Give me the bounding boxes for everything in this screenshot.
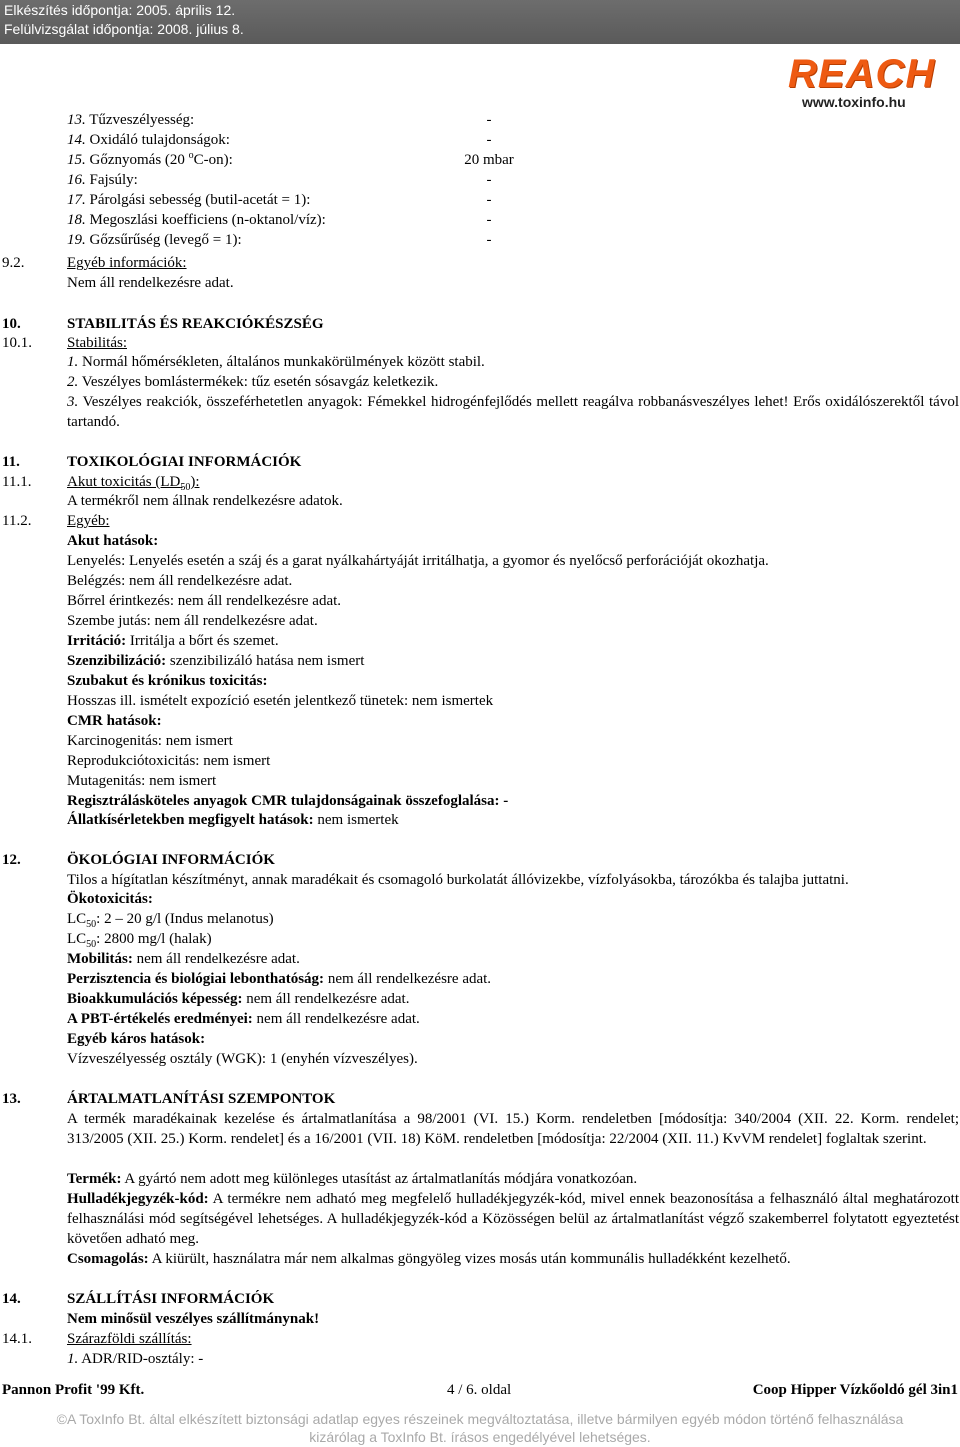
body-text: A termékről nem állnak rendelkezésre adatok. bbox=[67, 493, 343, 509]
list-item: 2. Veszélyes bomlástermékek: tűz esetén sósavgáz keletkezik. bbox=[67, 374, 439, 390]
logo-url: www.toxinfo.hu bbox=[802, 94, 906, 110]
property-row: 18. Megoszlási koefficiens (n-oktanol/víz): - bbox=[67, 212, 492, 228]
body-text: A termék maradékainak kezelése és ártalmatlanítása a 98/2001 (VI. 15.) Korm. rendeletben [módosítja: 340/2004 (XII. 22. Korm. rendelet; 313/2005 (XII. 25.) Korm. rendelet] és a 16/2001 (VII. 18) KöM. rendeletben [módosítja: 22/2004 (XII. 11.) KvVM rendelet] foglaltak szerint. bbox=[67, 1111, 959, 1147]
section-number: 14. bbox=[2, 1291, 21, 1307]
body-text: Tilos a hígítatlan készítményt, annak maradékait és csomagoló burkolatát állóvizekbe, vízfolyásokba, tározókba és talajba juttatni. bbox=[67, 872, 849, 888]
section-title: TOXIKOLÓGIAI INFORMÁCIÓK bbox=[67, 454, 302, 470]
bold-heading: CMR hatások: bbox=[67, 713, 162, 729]
body-text: $LC_{50}$: 2800 mg/l (halak) bbox=[67, 931, 212, 950]
bold-heading: Egyéb káros hatások: bbox=[67, 1031, 206, 1047]
subsection-number: 14.1. bbox=[2, 1331, 32, 1347]
body-text: Mutagenitás: nem ismert bbox=[67, 773, 217, 789]
revision-date: Felülvizsgálat időpontja: 2008. július 8. bbox=[4, 21, 244, 37]
body-text: Bioakkumulációs képesség: nem áll rendelkezésre adat. bbox=[67, 991, 410, 1007]
property-row: 15. Gőznyomás (20 $^o$C-on): 20 mbar bbox=[67, 150, 514, 168]
body-text: Perzisztencia és biológiai lebonthatóság: nem áll rendelkezésre adat. bbox=[67, 971, 492, 987]
body-text: Hosszas ill. ismételt expozíció esetén jelentkező tünetek: nem ismertek bbox=[67, 693, 494, 709]
body-text: Szembe jutás: nem áll rendelkezésre adat. bbox=[67, 613, 318, 629]
body-text: Belégzés: nem áll rendelkezésre adat. bbox=[67, 573, 293, 589]
section-number: 9.2. bbox=[2, 255, 25, 271]
body-text: Szenzibilizáció: szenzibilizáló hatása nem ismert bbox=[67, 653, 365, 669]
property-row: 14. Oxidáló tulajdonságok: - bbox=[67, 132, 492, 148]
property-row: 13. Tűzveszélyesség: - bbox=[67, 112, 492, 128]
bold-heading: Nem minősül veszélyes szállítmánynak! bbox=[67, 1311, 320, 1327]
property-row: 16. Fajsúly: - bbox=[67, 172, 492, 188]
section-title: SZÁLLÍTÁSI INFORMÁCIÓK bbox=[67, 1291, 275, 1307]
subsection-title: Egyéb: bbox=[67, 513, 110, 529]
body-text: Lenyelés: Lenyelés esetén a száj és a garat nyálkahártyáját irritálhatja, a gyomor és nyelőcső perforációját okozhatja. bbox=[67, 553, 769, 569]
page-footer bbox=[0, 1380, 960, 1400]
section-number: 11. bbox=[2, 454, 20, 470]
subsection-number: 10.1. bbox=[2, 335, 32, 351]
logo-word: REACH bbox=[788, 52, 936, 96]
reach-logo bbox=[788, 54, 938, 110]
bold-heading: Szubakut és krónikus toxicitás: bbox=[67, 673, 268, 689]
body-text: Karcinogenitás: nem ismert bbox=[67, 733, 233, 749]
subsection-title: Egyéb információk: bbox=[67, 255, 187, 271]
copyright-notice: ©A ToxInfo Bt. által elkészített biztonsági adatlap egyes részeinek megváltoztatása, illetve bármilyen egyéb módon történő felhasználása kizárólag a ToxInfo Bt. írásos engedélyével lehetséges. bbox=[56, 1411, 904, 1445]
section-title: STABILITÁS ÉS REAKCIÓKÉSZSÉG bbox=[67, 316, 324, 332]
document-header-bar bbox=[0, 0, 960, 44]
body-text: Hulladékjegyzék-kód: A termékre nem adható meg megfelelő hulladékjegyzék-kód, mivel ennek beazonosítása a felhasználó által meghatározott felhasználási mód segítségével lehetséges. A hulladékjegyzék-kód a Közösségen belül az ártalmatlanítást végző szakemberrel folytatott egyeztetést követően adható meg. bbox=[67, 1191, 959, 1247]
page-number: 4 / 6. oldal bbox=[447, 1382, 512, 1398]
body-text: Csomagolás: A kiürült, használatra már nem alkalmas göngyöleg vizes mosás után kommunális hulladékként kezelhető. bbox=[67, 1251, 791, 1267]
list-item: 1. ADR/RID-osztály: - bbox=[67, 1351, 204, 1367]
subsection-title: Akut toxicitás $(LD_{50})$: bbox=[67, 474, 200, 493]
created-date: Elkészítés időpontja: 2005. április 12. bbox=[4, 2, 236, 18]
section-number: 12. bbox=[2, 852, 21, 868]
bold-heading: Regisztrálásköteles anyagok CMR tulajdonságainak összefoglalása: - bbox=[67, 793, 509, 809]
company-name: Pannon Profit '99 Kft. bbox=[2, 1382, 145, 1398]
body-text: Irritáció: Irritálja a bőrt és szemet. bbox=[67, 633, 279, 649]
body-text: $LC_{50}$: 2 – 20 g/l (Indus melanotus) bbox=[67, 911, 274, 930]
section-title: ÁRTALMATLANÍTÁSI SZEMPONTOK bbox=[67, 1091, 336, 1107]
list-item: 1. Normál hőmérsékleten, általános munkakörülmények között stabil. bbox=[67, 354, 485, 370]
body-text: Állatkísérletekben megfigyelt hatások: nem ismertek bbox=[67, 812, 399, 828]
body-text: Mobilitás: nem áll rendelkezésre adat. bbox=[67, 951, 300, 967]
body-text: Termék: A gyártó nem adott meg különleges utasítást az ártalmatlanítás módjára vonatkozóan. bbox=[67, 1171, 638, 1187]
body-text: Reprodukciótoxicitás: nem ismert bbox=[67, 753, 271, 769]
section-number: 10. bbox=[2, 316, 21, 332]
subsection-number: 11.2. bbox=[2, 513, 32, 529]
list-item: 3. Veszélyes reakciók, összeférhetetlen anyagok: Fémekkel hidrogénfejlődés mellett reagálva robbanásveszélyes lehet! Erős oxidálószerektől távol tartandó. bbox=[67, 394, 959, 430]
property-row: 17. Párolgási sebesség (butil-acetát = 1): - bbox=[67, 192, 492, 208]
bold-heading: Ökotoxicitás: bbox=[67, 891, 153, 907]
subsection-title: Szárazföldi szállítás: bbox=[67, 1331, 192, 1347]
body-text: Vízveszélyesség osztály (WGK): 1 (enyhén vízveszélyes). bbox=[67, 1051, 418, 1067]
body-text: A PBT-értékelés eredményei: nem áll rendelkezésre adat. bbox=[67, 1011, 420, 1027]
section-number: 13. bbox=[2, 1091, 21, 1107]
property-row: 19. Gőzsűrűség (levegő = 1): - bbox=[67, 232, 492, 248]
bold-heading: Akut hatások: bbox=[67, 533, 159, 549]
subsection-title: Stabilitás: bbox=[67, 335, 127, 351]
product-name: Coop Hipper Vízkőoldó gél 3in1 bbox=[752, 1382, 958, 1398]
body-text: Bőrrel érintkezés: nem áll rendelkezésre adat. bbox=[67, 593, 342, 609]
body-text: Nem áll rendelkezésre adat. bbox=[67, 275, 234, 291]
section-title: ÖKOLÓGIAI INFORMÁCIÓK bbox=[67, 852, 275, 868]
subsection-number: 11.1. bbox=[2, 474, 32, 490]
